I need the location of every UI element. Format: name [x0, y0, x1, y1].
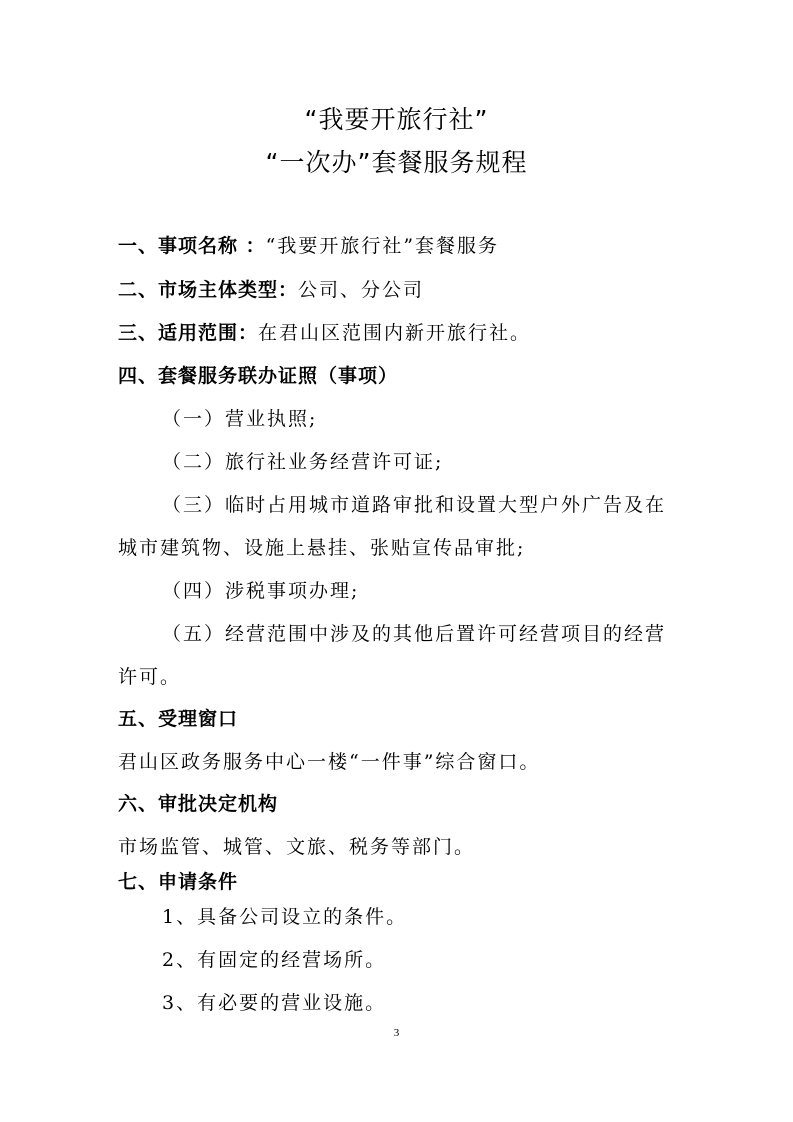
- section-2-text: 公司、分公司: [298, 279, 425, 301]
- section-4-item-continued: 许可。: [118, 666, 182, 688]
- section-1-heading: 一、事项名称 ：: [118, 235, 266, 257]
- page-number: 3: [393, 1027, 400, 1039]
- section-4-item: （五）经营范围中涉及的其他后置许可经营项目的经营: [162, 623, 667, 645]
- section-2-heading: 二、市场主体类型：: [118, 279, 299, 301]
- section-7-item: 3、有必要的营业设施。: [162, 992, 387, 1014]
- section-4-heading: 四、套餐服务联办证照（事项）: [118, 365, 399, 387]
- title-line-1: “我要开旅行社”: [304, 105, 489, 134]
- section-7-item: 2、有固定的经营场所。: [162, 949, 387, 971]
- section-3-heading: 三、适用范围：: [118, 322, 259, 344]
- section-5-text: 君山区政务服务中心一楼“一件事”综合窗口。: [118, 751, 541, 773]
- section-7-heading: 七、申请条件: [118, 871, 239, 893]
- section-7-item: 1、具备公司设立的条件。: [162, 906, 408, 928]
- section-4-item-continued: 城市建筑物、设施上悬挂、张贴宣传品审批;: [118, 537, 526, 559]
- section-5-heading: 五、受理窗口: [118, 708, 239, 730]
- title-line-2: “一次办”套餐服务规程: [265, 148, 528, 177]
- section-1-text: “我要开旅行社”套餐服务: [265, 235, 500, 257]
- section-4-item: （二）旅行社业务经营许可证;: [162, 451, 444, 473]
- section-4-item: （三）临时占用城市道路审批和设置大型户外广告及在: [162, 494, 667, 516]
- section-4-item: （一）营业执照;: [162, 408, 318, 430]
- section-6-heading: 六、审批决定机构: [118, 793, 279, 815]
- section-1: [118, 231, 499, 261]
- section-2: [118, 275, 424, 305]
- section-4-item: （四）涉税事项办理;: [162, 580, 360, 602]
- section-6-text: 市场监管、城管、文旅、税务等部门。: [118, 836, 476, 858]
- section-3: [118, 318, 531, 348]
- section-3-text: 在君山区范围内新开旅行社。: [258, 322, 532, 344]
